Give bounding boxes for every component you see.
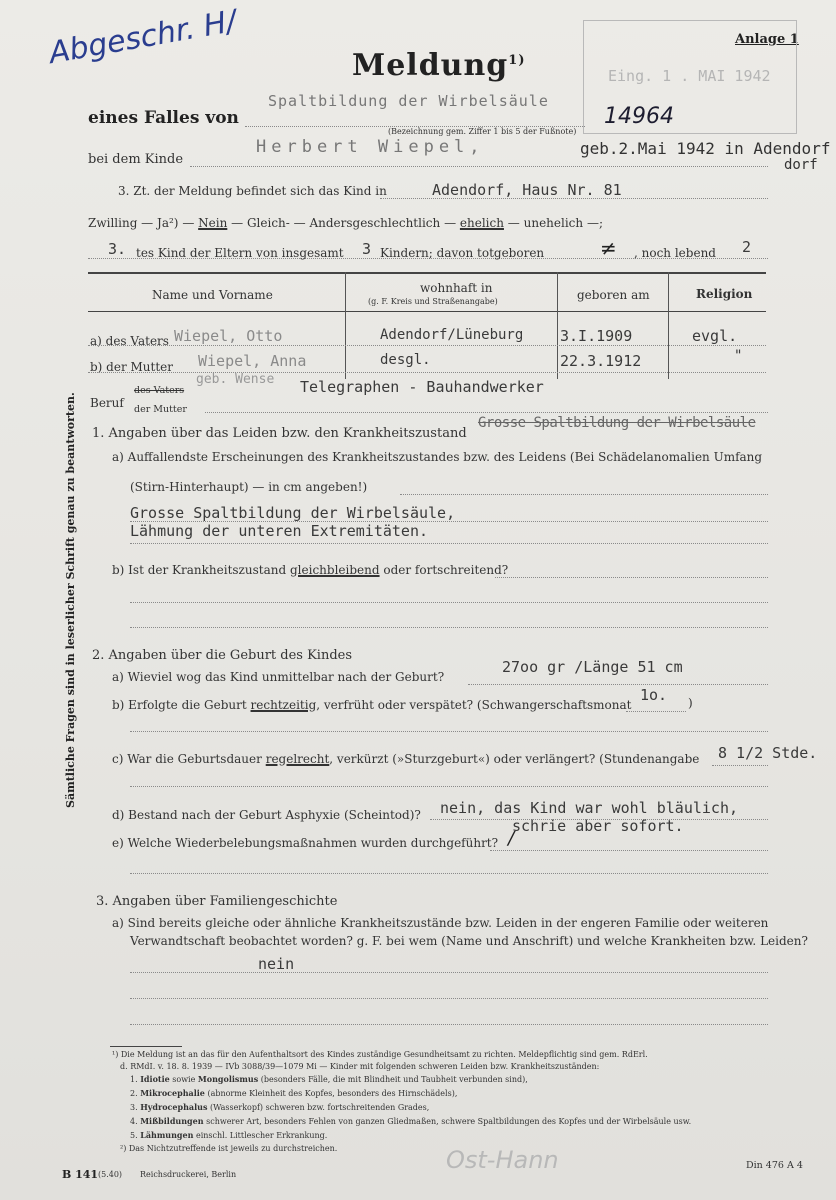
stamp-date: Eing. 1 . MAI 1942 — [608, 67, 771, 85]
occupation-father: des Vaters — [134, 385, 185, 396]
section2-title: 2. Angaben über die Geburt des Kindes — [92, 648, 353, 663]
section2-question-a: a) Wieviel wog das Kind unmittelbar nach der Geburt? — [112, 670, 445, 684]
children-total: 3 — [362, 240, 372, 258]
form-title-text: Meldung — [352, 48, 509, 83]
father-residence: Adendorf/Lüneburg — [380, 327, 524, 343]
section2-answer-e: / — [508, 828, 515, 849]
section2-question-d: d) Bestand nach der Geburt Asphyxie (Scheintod)? — [112, 808, 421, 822]
row-label-mother: b) der Mutter — [90, 360, 174, 374]
twin-dash1: — — [182, 216, 195, 230]
location-value: Adendorf, Haus Nr. 81 — [432, 181, 622, 199]
section2-answer-d1: nein, das Kind war wohl bläulich, — [440, 799, 739, 817]
occupation-label: Beruf — [90, 396, 124, 410]
children-text2: Kindern; davon totgeboren — [380, 246, 545, 260]
section3-question-a2: Verwandtschaft beobachtet worden? g. F. bei wem (Name und Anschrift) und welche Krankheiten bzw. Leiden? — [130, 934, 808, 948]
section2-question-c — [112, 752, 699, 766]
header-residence: wohnhaft in — [420, 281, 493, 295]
mother-name: Wiepel, Anna — [198, 352, 307, 370]
child-name: Herbert Wiepel, — [256, 137, 485, 157]
case-hint: (Bezeichnung gem. Ziffer 1 bis 5 der Fußnote) — [388, 127, 577, 136]
mother-born: 22.3.1912 — [560, 352, 642, 370]
section3-answer: nein — [258, 955, 295, 973]
footnote-item-text: sowie — [172, 1075, 196, 1084]
child-birth-end: dorf — [784, 157, 818, 173]
section2-question-b — [112, 698, 631, 712]
footnote-item — [130, 1074, 528, 1084]
twin-ja: Ja²) — [157, 216, 179, 230]
section3-title: 3. Angaben über Familiengeschichte — [96, 894, 338, 909]
header-religion: Religion — [696, 287, 753, 301]
children-stillborn: ≠ — [600, 236, 617, 260]
header-name: Name und Vorname — [152, 288, 273, 302]
title-footnote-mark: 1) — [508, 53, 526, 68]
occupation-value: Telegraphen - Bauhandwerker — [300, 378, 544, 396]
footnote-item-text: (Wasserkopf) schweren bzw. fortschreitenden Grades, — [210, 1103, 430, 1112]
location-label: 3. Zt. der Meldung befindet sich das Kind in — [118, 184, 387, 198]
footnote-item-term: Lähmungen — [140, 1130, 194, 1140]
din-label: Din 476 A 4 — [746, 1160, 803, 1171]
section2-answer-c: 8 1/2 Stde. — [718, 744, 818, 762]
footnote-item — [130, 1088, 457, 1098]
twin-zwilling: Zwilling — — [88, 216, 154, 230]
annex-label: Anlage 1 — [735, 32, 799, 47]
form-title — [352, 48, 525, 83]
twin-line — [88, 216, 603, 230]
header-residence-hint: (g. F. Kreis und Straßenangabe) — [368, 297, 498, 306]
mother-religion: " — [734, 348, 743, 364]
form-date: (5.40) — [98, 1170, 123, 1179]
section1-answer-line1: Grosse Spaltbildung der Wirbelsäule, — [130, 504, 456, 522]
footnote-item-text2: (besonders Fälle, die mit Blindheit und Taubheit verbunden sind), — [260, 1075, 528, 1084]
footnote-item-text: schwerer Art, besonders Fehlen von ganzen Gliedmaßen, schwere Spaltbildungen des Kopfes und der Wirbelsäule usw. — [206, 1117, 692, 1126]
footnote-2: ²) Das Nichtzutreffende ist jeweils zu durchstreichen. — [120, 1144, 338, 1153]
section1-qb-pre: b) Ist der Krankheitszustand — [112, 563, 287, 577]
handwritten-note: Abgeschr. H/ — [46, 3, 240, 72]
twin-ehelich: ehelich — [459, 216, 504, 230]
twin-dash2: — Gleich- — Andersgeschlechtlich — — [231, 216, 457, 230]
section2-qb-post: , verfrüht oder verspätet? (Schwangerschaftsmonat — [316, 698, 632, 712]
section2-question-e: e) Welche Wiederbelebungsmaßnahmen wurden durchgeführt? — [112, 836, 499, 850]
section2-answer-d2: schrie aber sofort. — [512, 817, 684, 835]
footnote-item-term: Mißbildungen — [140, 1116, 204, 1126]
section1-question-a: a) Auffallendste Erscheinungen des Krankheitszustandes bzw. des Leidens (Bei Schädelanomalien Umfang — [112, 450, 763, 464]
section1-answer-line2: Lähmung der unteren Extremitäten. — [130, 522, 429, 540]
section2-qb-selected: rechtzeitig — [250, 698, 317, 712]
child-birth: geb.2.Mai 1942 in Adendorf — [580, 139, 831, 158]
footnote-item-number: 3. — [130, 1103, 138, 1112]
footnote-1: ¹) Die Meldung ist an das für den Aufenthaltsort des Kindes zuständige Gesundheitsamt zu richten. Meldepflichtig sind gem. RdErl. — [112, 1050, 648, 1059]
twin-rest: — unehelich —; — [507, 216, 603, 230]
case-value: Spaltbildung der Wirbelsäule — [268, 92, 549, 110]
footnote-item-number: 2. — [130, 1089, 138, 1098]
footnote-item-number: 1. — [130, 1075, 138, 1084]
section1-title: 1. Angaben über das Leiden bzw. den Krankheitszustand — [92, 426, 467, 441]
mother-maiden-name: geb. Wense — [196, 372, 275, 387]
father-religion: evgl. — [692, 327, 738, 345]
section3-question-a: a) Sind bereits gleiche oder ähnliche Krankheitszustände bzw. Leiden in der engeren Familie oder weiteren — [112, 916, 769, 930]
twin-nein: Nein — [198, 216, 228, 230]
section1-qb-selected: gleichbleibend — [289, 563, 380, 577]
side-note: Sämtliche Fragen sind in leserlicher Schrift genau zu beantworten. — [64, 392, 77, 808]
section2-qc-post: , verkürzt (»Sturzgeburt«) oder verlängert? (Stundenangabe — [329, 752, 700, 766]
father-born: 3.I.1909 — [560, 327, 633, 345]
section2-answer-a: 27oo gr /Länge 51 cm — [502, 658, 683, 676]
footnote-item-text: einschl. Littlescher Erkrankung. — [195, 1131, 328, 1140]
section2-qc-pre: c) War die Geburtsdauer — [112, 752, 262, 766]
child-label: bei dem Kinde — [88, 152, 184, 167]
form-id: B 141 — [62, 1168, 99, 1181]
section2-qb-pre: b) Erfolgte die Geburt — [112, 698, 247, 712]
child-number: 3. — [108, 240, 127, 258]
file-number: 14964 — [604, 104, 674, 129]
section2-qb-close: ) — [688, 696, 693, 710]
footnote-item-number: 4. — [130, 1117, 138, 1126]
father-name: Wiepel, Otto — [174, 327, 283, 345]
footnote-1b: d. RMdI. v. 18. 8. 1939 — IVb 3088/39—1079 Mi — Kinder mit folgenden schweren Leiden bzw. Krankheitszuständen: — [120, 1062, 600, 1071]
row-label-father: a) des Vaters — [90, 334, 169, 348]
footnote-item-term: Hydrocephalus — [140, 1102, 208, 1112]
header-born: geboren am — [577, 288, 650, 302]
footnote-item-term: Mikrocephalie — [140, 1088, 205, 1098]
occupation-mother: der Mutter — [134, 404, 187, 415]
footnote-item-text: (abnorme Kleinheit des Kopfes, besonders des Hirnschädels), — [207, 1089, 458, 1098]
case-prefix: eines Falles von — [88, 108, 239, 128]
section2-qc-selected: regelrecht — [265, 752, 330, 766]
footnote-item — [130, 1102, 429, 1112]
children-text3: , noch lebend — [634, 246, 716, 260]
footnote-item-number: 5. — [130, 1131, 138, 1140]
section1-question-b — [112, 563, 508, 577]
section2-answer-b: 1o. — [640, 686, 668, 704]
footnote-item — [130, 1130, 327, 1140]
footnote-item — [130, 1116, 691, 1126]
mother-residence: desgl. — [380, 352, 431, 368]
children-text1: tes Kind der Eltern von insgesamt — [136, 246, 344, 260]
section1-overtyped: Grosse Spaltbildung der Wirbelsäule — [478, 415, 756, 431]
footnote-item-term: Idiotie — [140, 1074, 170, 1084]
printer-name: Reichsdruckerei, Berlin — [140, 1170, 237, 1179]
children-living: 2 — [742, 238, 752, 256]
section1-question-a2: (Stirn-Hinterhaupt) — in cm angeben!) — [130, 480, 368, 494]
section1-qb-post: oder fortschreitend? — [383, 563, 509, 577]
signature: Ost-Hann — [446, 1146, 559, 1174]
footnote-item-term2: Mongolismus — [197, 1074, 259, 1084]
